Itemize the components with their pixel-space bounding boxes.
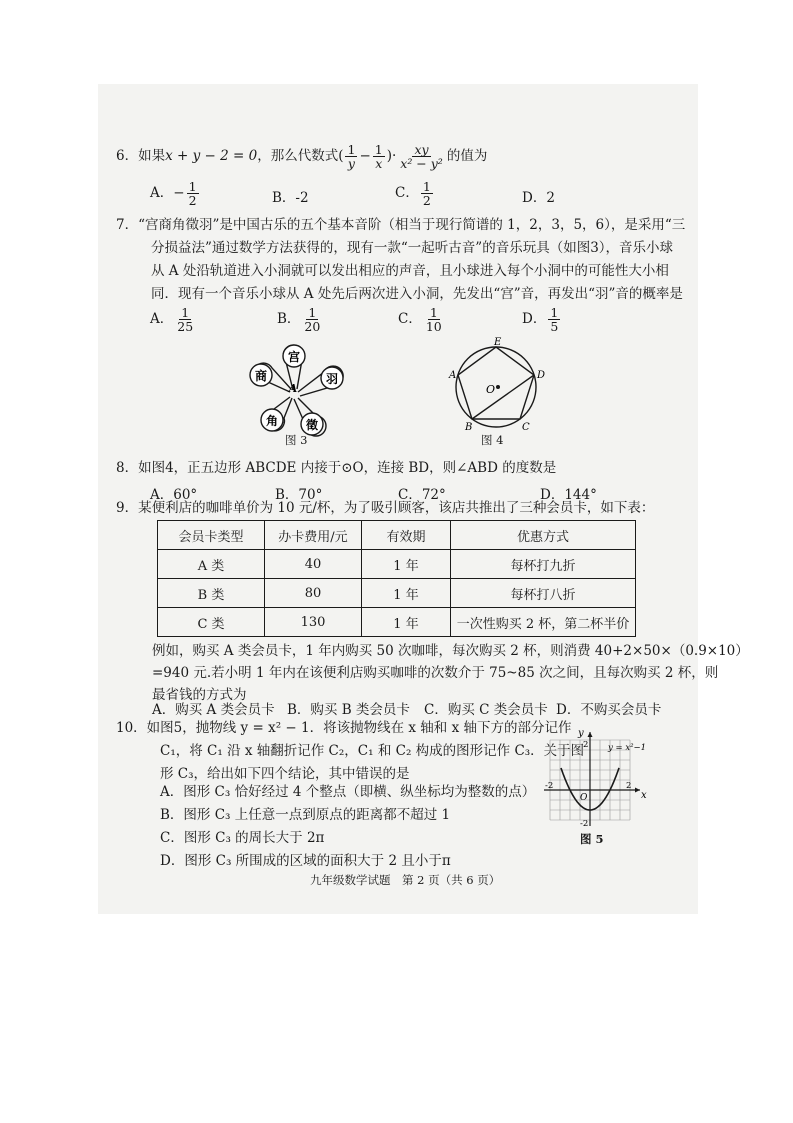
table-row bbox=[158, 579, 636, 608]
fig5-tick-y-neg2: -2 bbox=[580, 819, 589, 829]
page-footer: 九年级数学试题 第 2 页（共 6 页） bbox=[310, 873, 501, 887]
question-10-line-2: C₁，将 C₁ 沿 x 轴翻折记作 C₂，C₁ 和 C₂ 构成的图形记作 C₃．关于图 bbox=[160, 743, 585, 759]
q8-option-b[interactable]: B．70° bbox=[275, 487, 323, 503]
fig3-petal-yu: 羽 bbox=[325, 372, 339, 386]
q6-option-b[interactable]: B．-2 bbox=[272, 190, 309, 206]
figure-5-caption: 图 5 bbox=[580, 832, 604, 846]
question-7-line-4: 同．现有一个音乐小球从 A 处先后两次进入小洞，先发出“宫”音，再发出“羽”音的概率是 bbox=[151, 286, 683, 302]
q7-option-c[interactable]: C． $\frac{1}{10}$ bbox=[398, 305, 442, 335]
table-header: 办卡费用/元 bbox=[265, 521, 362, 550]
question-6-stem: 6．如果x + y − 2 = 0，那么代数式( $\frac{1}{y}$ − $\frac{1}{x}$ )· $\frac{xy}{\text{x² − y²}}$ 的值为 bbox=[116, 142, 488, 172]
fig5-origin-label: O bbox=[580, 793, 588, 803]
q7-option-a[interactable]: A． $\frac{1}{25}$ bbox=[150, 305, 194, 335]
q8-option-a[interactable]: A．60° bbox=[150, 487, 198, 503]
fig3-petal-jue: 角 bbox=[265, 414, 279, 428]
fig4-label-a: A bbox=[449, 370, 457, 381]
figure-5-parabola-graph bbox=[540, 726, 650, 830]
q10-option-b[interactable]: B．图形 C₃ 上任意一点到原点的距离都不超过 1 bbox=[160, 807, 451, 823]
question-7-line-1: 7．“宫商角徵羽”是中国古乐的五个基本音阶（相当于现行简谱的 1，2，3，5，6），是采用“三 bbox=[116, 217, 686, 233]
table-row bbox=[158, 550, 636, 579]
fig5-tick-x-2: 2 bbox=[626, 781, 632, 791]
table-cell: 1 年 bbox=[362, 608, 451, 637]
table-cell: 130 bbox=[265, 608, 362, 637]
q10-option-d[interactable]: D．图形 C₃ 所围成的区域的面积大于 2 且小于π bbox=[160, 853, 451, 869]
table-header-row bbox=[158, 521, 636, 550]
fig3-center-label: A bbox=[288, 382, 298, 395]
table-cell: 一次性购买 2 杯，第二杯半价 bbox=[451, 608, 636, 637]
q8-option-d[interactable]: D．144° bbox=[540, 487, 597, 503]
question-9-example-line-1: 例如，购买 A 类会员卡，1 年内购买 50 次咖啡，每次购买 2 杯，则消费 40+2×50×（0.9×10） bbox=[152, 643, 749, 659]
table-cell: 1 年 bbox=[362, 550, 451, 579]
q9-option-b[interactable]: B．购买 B 类会员卡 bbox=[287, 702, 410, 718]
figure-3-caption: 图 3 bbox=[285, 433, 308, 447]
table-header: 优惠方式 bbox=[451, 521, 636, 550]
figure-4-caption: 图 4 bbox=[481, 433, 504, 447]
fig5-x-label: x bbox=[641, 790, 647, 801]
q9-option-c[interactable]: C．购买 C 类会员卡 bbox=[424, 702, 548, 718]
question-9-stem: 9．某便利店的咖啡单价为 10 元/杯，为了吸引顾客，该店共推出了三种会员卡，如下表： bbox=[116, 500, 655, 516]
fig4-label-e: E bbox=[494, 337, 502, 348]
fig4-label-c: C bbox=[522, 422, 530, 433]
membership-card-table bbox=[157, 520, 636, 637]
question-8-stem: 8．如图4，正五边形 ABCDE 内接于⊙O，连接 BD，则∠ABD 的度数是 bbox=[116, 460, 557, 476]
q9-option-a[interactable]: A．购买 A 类会员卡 bbox=[152, 702, 275, 718]
q7-option-d[interactable]: D． $\frac{1}{5}$ bbox=[522, 305, 559, 335]
table-cell: 每杯打九折 bbox=[451, 550, 636, 579]
q9-option-d[interactable]: D．不购买会员卡 bbox=[556, 702, 662, 718]
fig3-petal-zhi: 徵 bbox=[305, 418, 319, 432]
fig5-y-arrow bbox=[588, 732, 593, 737]
fig5-x-arrow bbox=[635, 788, 640, 793]
table-cell: 40 bbox=[265, 550, 362, 579]
fig5-curve-label: y = x²−1 bbox=[608, 743, 647, 753]
question-7-line-2: 分损益法”通过数学方法获得的，现有一款“一起听古音”的音乐玩具（如图3），音乐小球 bbox=[151, 240, 674, 256]
fig3-petal-gong: 宫 bbox=[287, 350, 301, 364]
q7-option-b[interactable]: B． $\frac{1}{20}$ bbox=[277, 305, 321, 335]
table-cell: A 类 bbox=[158, 550, 265, 579]
fig4-label-d: D bbox=[537, 370, 546, 381]
fig3-petal-shang: 商 bbox=[254, 369, 268, 383]
fig4-label-b: B bbox=[465, 422, 473, 433]
question-9-example-line-3: 最省钱的方式为 bbox=[152, 687, 247, 703]
q10-option-c[interactable]: C．图形 C₃ 的周长大于 2π bbox=[160, 830, 325, 846]
question-10-line-3: 形 C₃，给出如下四个结论，其中错误的是 bbox=[160, 766, 410, 782]
question-9-example-line-2: =940 元.若小明 1 年内在该便利店购买咖啡的次数介于 75~85 次之间，且每次购买 2 杯，则 bbox=[152, 665, 719, 681]
table-cell: 每杯打八折 bbox=[451, 579, 636, 608]
q8-option-c[interactable]: C．72° bbox=[398, 487, 446, 503]
fig5-tick-y-2: 2 bbox=[583, 740, 589, 750]
fig5-y-label: y bbox=[578, 728, 584, 739]
fig5-tick-x-neg2: -2 bbox=[545, 781, 554, 791]
question-10-line-1: 10．如图5，抛物线 y = x² − 1．将该抛物线在 x 轴和 x 轴下方的部分记作 bbox=[116, 720, 572, 736]
table-cell: B 类 bbox=[158, 579, 265, 608]
q6-option-a[interactable]: A．− $\frac{1}{2}$ bbox=[150, 179, 197, 209]
table-cell: 80 bbox=[265, 579, 362, 608]
fig4-segment-bd bbox=[472, 375, 534, 419]
table-header: 有效期 bbox=[362, 521, 451, 550]
table-row bbox=[158, 608, 636, 637]
fig4-label-o: O bbox=[486, 383, 496, 396]
q6-option-c[interactable]: C． $\frac{1}{2}$ bbox=[395, 179, 431, 209]
table-header: 会员卡类型 bbox=[158, 521, 265, 550]
table-cell: 1 年 bbox=[362, 579, 451, 608]
figure-4-pentagon-circle bbox=[446, 336, 546, 436]
fig4-center-dot bbox=[496, 385, 500, 389]
question-7-line-3: 从 A 处沿轨道进入小洞就可以发出相应的声音，且小球进入每个小洞中的可能性大小相 bbox=[151, 263, 669, 279]
q6-option-d[interactable]: D．2 bbox=[522, 190, 555, 206]
q10-option-a[interactable]: A．图形 C₃ 恰好经过 4 个整点（即横、纵坐标均为整数的点） bbox=[160, 784, 536, 800]
table-cell: C 类 bbox=[158, 608, 265, 637]
